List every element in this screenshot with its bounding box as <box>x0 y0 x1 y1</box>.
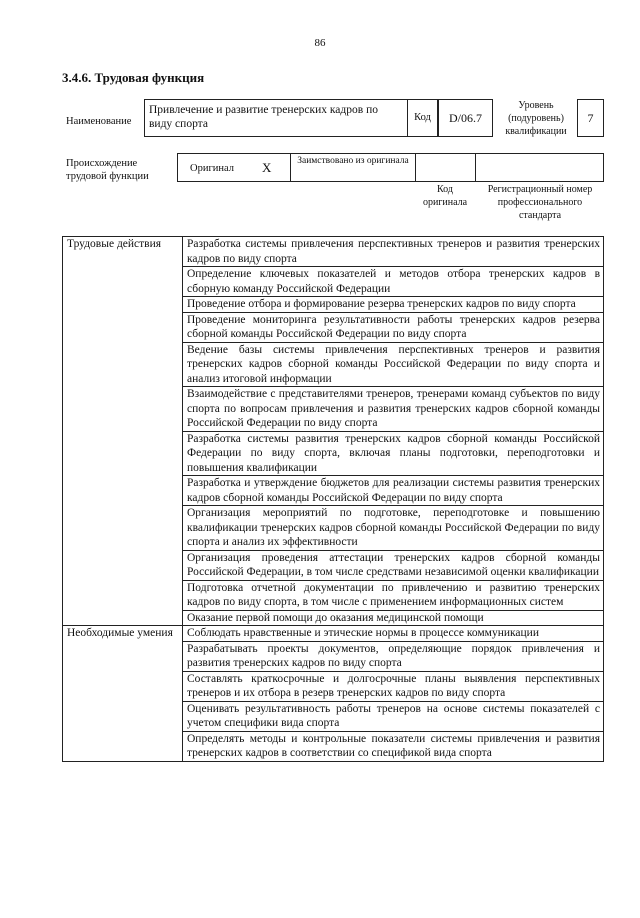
description-cell: Оказание первой помощи до оказания медицинской помощи <box>183 610 604 626</box>
original-mark: X <box>262 160 272 175</box>
table-row <box>63 237 604 267</box>
category-cell: Трудовые действия <box>63 237 183 626</box>
name-label: Наименование <box>66 116 132 127</box>
description-cell: Ведение базы системы привлечения перспективных тренеров и развития тренерских кадров сборной команды Российской Федерации по виду спорта и анализ итоговой информации <box>183 342 604 387</box>
level-value-box <box>577 99 604 137</box>
category-cell: Необходимые умения <box>63 626 183 762</box>
divider <box>475 153 476 182</box>
description-cell: Организация проведения аттестации тренерских кадров сборной команды Российской Федерации, в том числе средствами независимой оценки квалификации <box>183 550 604 580</box>
function-name-box <box>144 99 408 137</box>
code-original-caption: Код оригинала <box>422 184 468 208</box>
function-table <box>62 236 604 762</box>
table-row <box>63 626 604 642</box>
description-cell: Проведение отбора и формирование резерва тренерских кадров по виду спорта <box>183 297 604 313</box>
origin-label: Происхождение трудовой функции <box>66 158 149 182</box>
description-cell: Разрабатывать проекты документов, определяющие порядок привлечения и развития тренерских кадров по виду спорта <box>183 641 604 671</box>
description-cell: Определение ключевых показателей и методов отбора тренерских кадров в сборную команду Российской Федерации <box>183 267 604 297</box>
description-cell: Взаимодействие с представителями тренеров, тренерами команд субъектов по виду спорта по вопросам привлечения и развития тренерских кадров сборной команды Российской Федерации по виду спорта <box>183 387 604 432</box>
description-cell: Составлять краткосрочные и долгосрочные планы выявления перспективных тренеров и их отбора в резерв тренерских кадров по виду спорта <box>183 671 604 701</box>
function-name: Привлечение и развитие тренерских кадров по виду спорта <box>149 104 378 130</box>
page-number: 86 <box>314 37 326 49</box>
code-value-box <box>438 99 493 137</box>
borrowed-label: Заимствовано из оригинала <box>297 156 409 166</box>
level-value: 7 <box>587 110 594 125</box>
section-title: 3.4.6. Трудовая функция <box>62 70 205 85</box>
original-label: Оригинал <box>190 163 234 174</box>
description-cell: Определять методы и контрольные показатели системы привлечения и развития тренерских кадров в соответствии со спецификой вида спорта <box>183 731 604 761</box>
origin-row <box>177 153 604 182</box>
reg-number-caption: Регистрационный номер профессионального стандарта <box>487 184 593 221</box>
description-cell: Подготовка отчетной документации по привлечению и развитию тренерских кадров по виду спорта, в том числе с применением информационных систем <box>183 580 604 610</box>
code-label: Код <box>414 112 431 123</box>
divider <box>415 153 416 182</box>
description-cell: Соблюдать нравственные и этические нормы в процессе коммуникации <box>183 626 604 642</box>
description-cell: Разработка системы привлечения перспективных тренеров и развития тренерских кадров по виду спорта <box>183 237 604 267</box>
description-cell: Разработка системы развития тренерских кадров сборной команды Российской Федерации по виду спорта, включая планы подготовки, переподготовки и повышения квалификации <box>183 431 604 476</box>
code-label-box <box>408 99 438 137</box>
level-label: Уровень (подуровень) квалификации <box>505 100 567 137</box>
code-value: D/06.7 <box>449 110 482 125</box>
description-cell: Проведение мониторинга результативности работы тренерских кадров резерва сборной команды Российской Федерации по виду спорта <box>183 312 604 342</box>
description-cell: Оценивать результативность работы тренеров на основе системы показателей с учетом специфики вида спорта <box>183 701 604 731</box>
description-cell: Разработка и утверждение бюджетов для реализации системы развития тренерских кадров сборной команды Российской Федерации по виду спорта <box>183 476 604 506</box>
description-cell: Организация мероприятий по подготовке, переподготовке и повышению квалификации тренерских кадров сборной команды Российской Федерации по виду спорта и анализ их эффективности <box>183 506 604 551</box>
